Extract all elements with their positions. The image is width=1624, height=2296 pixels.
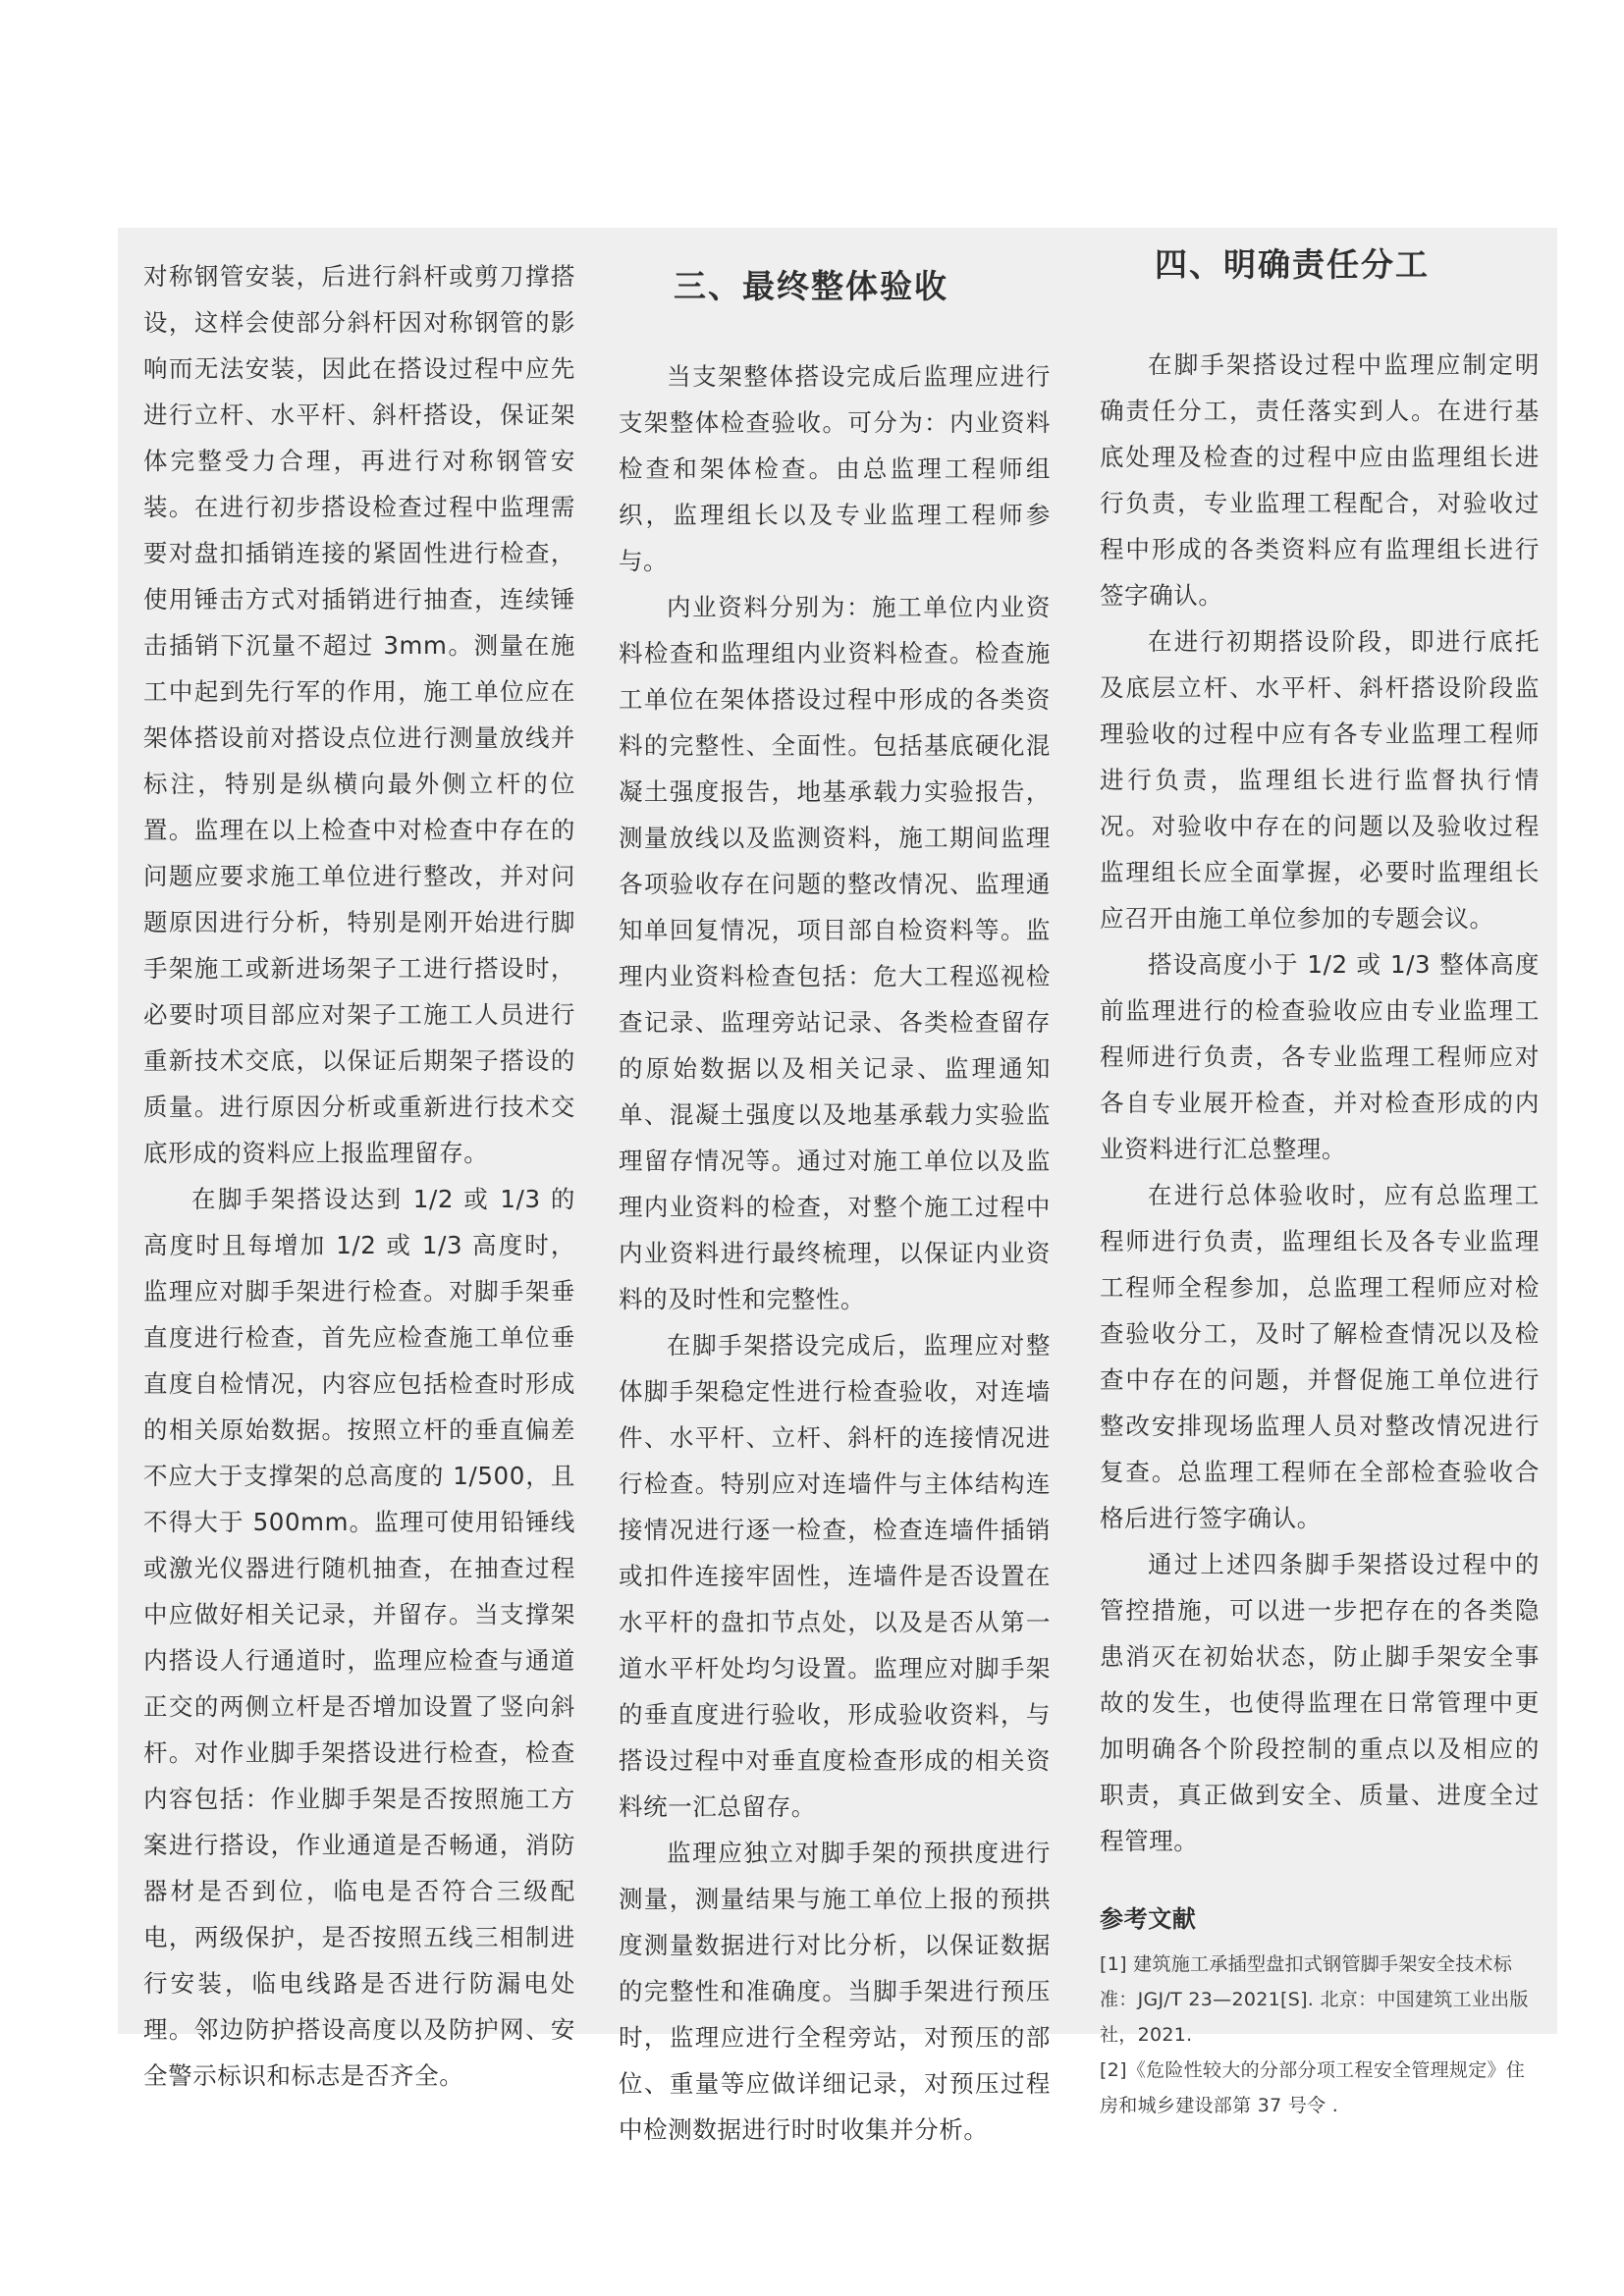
- paragraph: 在脚手架搭设完成后，监理应对整体脚手架稳定性进行检查验收，对连墙件、水平杆、立杆、斜杆的连接情况进行检查。特别应对连墙件与主体结构连接情况进行逐一检查，检查连墙件插销或扣件连接牢固性，连墙件是否设置在水平杆的盘扣节点处，以及是否从第一道水平杆处均匀设置。监理应对脚手架的垂直度进行验收，形成验收资料，与搭设过程中对垂直度检查形成的相关资料统一汇总留存。: [619, 1331, 1051, 1821]
- paragraph: 在脚手架搭设达到 1/2 或 1/3 的高度时且每增加 1/2 或 1/3 高度时，监理应对脚手架进行检查。对脚手架垂直度进行检查，首先应检查施工单位垂直度自检情况，内容应包括检查时形成的相关原始数据。按照立杆的垂直偏差不应大于支撑架的总高度的 1/500，且不得大于 500mm。监理可使用铅锤线或激光仪器进行随机抽查，在抽查过程中应做好相关记录，并留存。当支撑架内搭设人行通道时，监理应检查与通道正交的两侧立杆是否增加设置了竖向斜杆。对作业脚手架搭设进行检查，检查内容包括：作业脚手架是否按照施工方案进行搭设，作业通道是否畅通，消防器材是否到位，临电是否符合三级配电，两级保护，是否按照五线三相制进行安装，临电线路是否进行防漏电处理。邻边防护搭设高度以及防护网、安全警示标识和标志是否齐全。: [143, 1185, 575, 2090]
- column-left: [143, 253, 575, 2099]
- paragraph: 监理应独立对脚手架的预拱度进行测量，测量结果与施工单位上报的预拱度测量数据进行对比分析，以保证数据的完整性和准确度。当脚手架进行预压时，监理应进行全程旁站，对预压的部位、重量等应做详细记录，对预压过程中检测数据进行时时收集并分析。: [619, 1839, 1051, 2144]
- paragraph: 当支架整体搭设完成后监理应进行支架整体检查验收。可分为：内业资料检查和架体检查。由总监理工程师组织，监理组长以及专业监理工程师参与。: [619, 362, 1051, 575]
- paragraph: 在进行初期搭设阶段，即进行底托及底层立杆、水平杆、斜杆搭设阶段监理验收的过程中应有各专业监理工程师进行负责，监理组长进行监督执行情况。对验收中存在的问题以及验收过程监理组长应全面掌握，必要时监理组长应召开由施工单位参加的专题会议。: [1100, 627, 1540, 933]
- column-middle: [619, 257, 1051, 2153]
- paragraph: 搭设高度小于 1/2 或 1/3 整体高度前监理进行的检查验收应由专业监理工程师进行负责，各专业监理工程师应对各自专业展开检查，并对检查形成的内业资料进行汇总整理。: [1100, 950, 1540, 1163]
- paragraph: 在进行总体验收时，应有总监理工程师进行负责，监理组长及各专业监理工程师全程参加，总监理工程师应对检查验收分工，及时了解检查情况以及检查中存在的问题，并督促施工单位进行整改安排现场监理人员对整改情况进行复查。总监理工程师在全部检查验收合格后进行签字确认。: [1100, 1181, 1540, 1532]
- paragraph: 在脚手架搭设过程中监理应制定明确责任分工，责任落实到人。在进行基底处理及检查的过程中应由监理组长进行负责，专业监理工程配合，对验收过程中形成的各类资料应有监理组长进行签字确认。: [1100, 350, 1540, 610]
- paragraph: 对称钢管安装，后进行斜杆或剪刀撑搭设，这样会使部分斜杆因对称钢管的影响而无法安装，因此在搭设过程中应先进行立杆、水平杆、斜杆搭设，保证架体完整受力合理，再进行对称钢管安装。在进行初步搭设检查过程中监理需要对盘扣插销连接的紧固性进行检查，使用锤击方式对插销进行抽查，连续锤击插销下沉量不超过 3mm。测量在施工中起到先行军的作用，施工单位应在架体搭设前对搭设点位进行测量放线并标注，特别是纵横向最外侧立杆的位置。监理在以上检查中对检查中存在的问题应要求施工单位进行整改，并对问题原因进行分析，特别是刚开始进行脚手架施工或新进场架子工进行搭设时，必要时项目部应对架子工施工人员进行重新技术交底，以保证后期架子搭设的质量。进行原因分析或重新进行技术交底形成的资料应上报监理留存。: [143, 262, 575, 1167]
- reference-item: [1] 建筑施工承插型盘扣式钢管脚手架安全技术标准：JGJ/T 23—2021[S]. 北京：中国建筑工业出版社，2021.: [1100, 1953, 1529, 2046]
- paragraph: 通过上述四条脚手架搭设过程中的管控措施，可以进一步把存在的各类隐患消灭在初始状态，防止脚手架安全事故的发生，也使得监理在日常管理中更加明确各个阶段控制的重点以及相应的职责，真正做到安全、质量、进度全过程管理。: [1100, 1550, 1540, 1855]
- section-heading: 四、明确责任分工: [1155, 245, 1430, 284]
- paragraph: 内业资料分别为：施工单位内业资料检查和监理组内业资料检查。检查施工单位在架体搭设过程中形成的各类资料的完整性、全面性。包括基底硬化混凝土强度报告，地基承载力实验报告，测量放线以及监测资料，施工期间监理各项验收存在问题的整改情况、监理通知单回复情况，项目部自检资料等。监理内业资料检查包括：危大工程巡视检查记录、监理旁站记录、各类检查留存的原始数据以及相关记录、监理通知单、混凝土强度以及地基承载力实验监理留存情况等。通过对施工单位以及监理内业资料的检查，对整个施工过程中内业资料进行最终梳理，以保证内业资料的及时性和完整性。: [619, 593, 1051, 1313]
- reference-item: [2]《危险性较大的分部分项工程安全管理规定》住房和城乡建设部第 37 号令 .: [1100, 2059, 1526, 2116]
- column-right: [1100, 243, 1540, 2123]
- section-heading: 三、最终整体验收: [674, 267, 948, 305]
- references-title: 参考文献: [1100, 1905, 1197, 1933]
